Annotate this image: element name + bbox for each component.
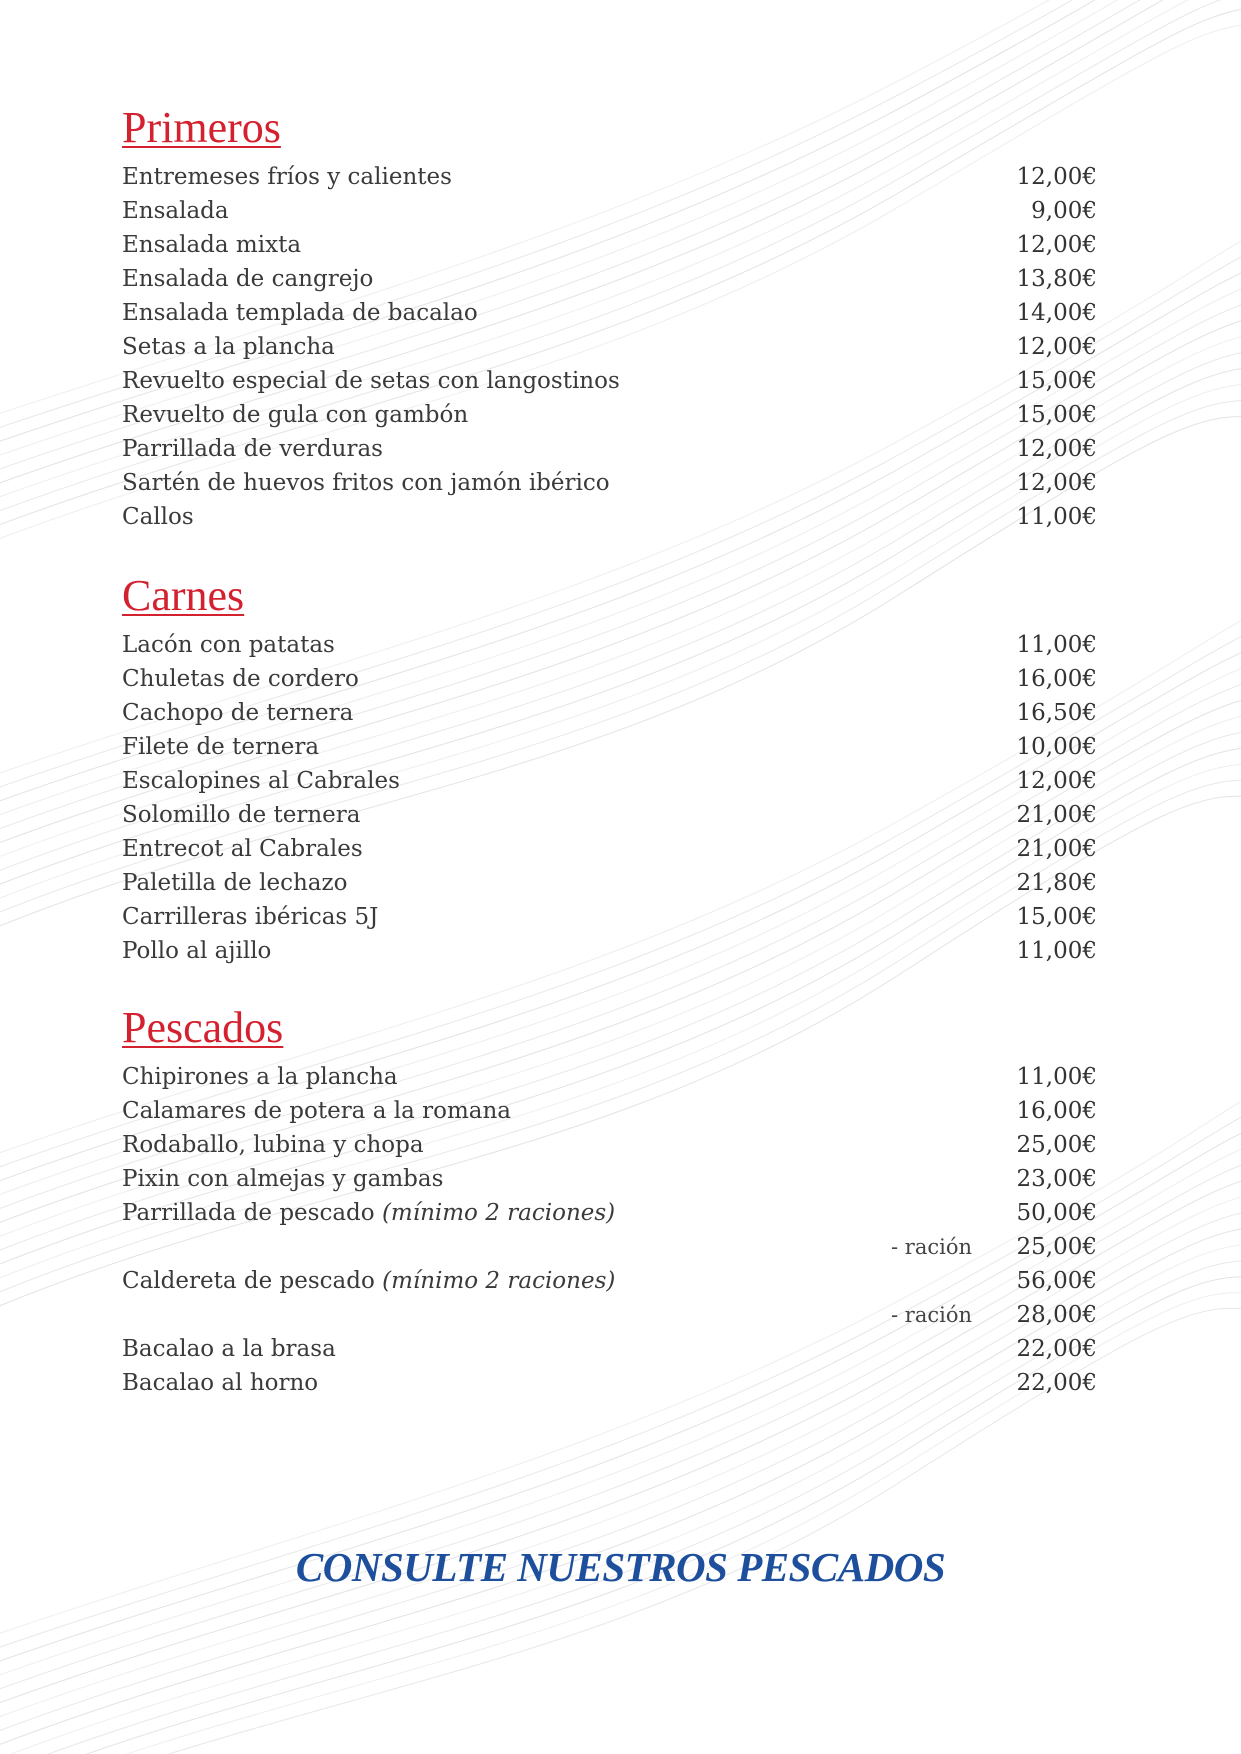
menu-item bbox=[122, 1366, 1097, 1400]
menu-item bbox=[122, 628, 1097, 662]
item-name bbox=[122, 1366, 318, 1400]
item-name-text: Chipirones a la plancha bbox=[122, 1064, 398, 1090]
item-name bbox=[122, 1094, 511, 1128]
item-price: 11,00€ bbox=[1016, 632, 1097, 658]
item-name bbox=[122, 832, 363, 866]
menu-item bbox=[122, 262, 1097, 296]
menu-item bbox=[122, 798, 1097, 832]
item-name bbox=[122, 228, 301, 262]
menu-item bbox=[122, 432, 1097, 466]
item-name bbox=[122, 500, 194, 534]
menu-item bbox=[122, 900, 1097, 934]
menu-item bbox=[122, 500, 1097, 534]
item-name-text: Rodaballo, lubina y chopa bbox=[122, 1132, 424, 1158]
item-price: 21,80€ bbox=[1016, 870, 1097, 896]
menu-item bbox=[122, 662, 1097, 696]
menu-item bbox=[122, 228, 1097, 262]
item-name-text: Revuelto de gula con gambón bbox=[122, 402, 469, 428]
item-name bbox=[122, 628, 335, 662]
item-name bbox=[122, 1162, 443, 1196]
item-name-text: Callos bbox=[122, 504, 194, 530]
item-price: 12,00€ bbox=[1016, 232, 1097, 258]
item-name bbox=[122, 1060, 398, 1094]
menu-item bbox=[122, 1094, 1097, 1128]
item-price: 25,00€ bbox=[1016, 1234, 1097, 1260]
item-name-text: Calamares de potera a la romana bbox=[122, 1098, 512, 1124]
item-name bbox=[122, 398, 468, 432]
item-name bbox=[122, 730, 319, 764]
item-name-text: Lacón con patatas bbox=[122, 632, 335, 658]
item-note: (mínimo 2 raciones) bbox=[381, 1200, 616, 1226]
item-price: 12,00€ bbox=[1016, 164, 1097, 190]
item-price: 11,00€ bbox=[1016, 938, 1097, 964]
menu-item bbox=[122, 1060, 1097, 1094]
menu-item bbox=[122, 832, 1097, 866]
item-name bbox=[122, 900, 378, 934]
item-name-text: Solomillo de ternera bbox=[122, 802, 361, 828]
item-list bbox=[122, 160, 1097, 534]
menu-item bbox=[122, 866, 1097, 900]
menu-item bbox=[122, 1162, 1097, 1196]
item-price: 14,00€ bbox=[1016, 300, 1097, 326]
section-title: Carnes bbox=[122, 571, 245, 620]
item-price: 11,00€ bbox=[1016, 504, 1097, 530]
item-name bbox=[122, 934, 271, 968]
item-price: 11,00€ bbox=[1016, 1064, 1097, 1090]
item-price: 23,00€ bbox=[1016, 1166, 1097, 1192]
item-price: 12,00€ bbox=[1016, 436, 1097, 462]
item-price: 16,00€ bbox=[1016, 1098, 1097, 1124]
item-name-text: Paletilla de lechazo bbox=[122, 870, 348, 896]
item-name bbox=[122, 764, 400, 798]
menu-item bbox=[122, 764, 1097, 798]
item-name-text: Sartén de huevos fritos con jamón ibérico bbox=[122, 470, 610, 496]
item-name bbox=[122, 866, 347, 900]
menu-item bbox=[122, 696, 1097, 730]
menu-item bbox=[122, 160, 1097, 194]
item-note: (mínimo 2 raciones) bbox=[382, 1268, 616, 1294]
item-name-text: Pixin con almejas y gambas bbox=[122, 1166, 444, 1192]
item-price: 15,00€ bbox=[1016, 402, 1097, 428]
section-title: Primeros bbox=[122, 103, 281, 152]
section-carnes bbox=[122, 572, 1097, 968]
menu-item bbox=[122, 730, 1097, 764]
item-price: 15,00€ bbox=[1016, 904, 1097, 930]
menu-item bbox=[122, 1264, 1097, 1298]
portion-label: - ración bbox=[891, 1235, 972, 1259]
item-name bbox=[122, 262, 373, 296]
menu-item bbox=[122, 1196, 1097, 1230]
item-price: 13,80€ bbox=[1016, 266, 1097, 292]
item-name-text: Revuelto especial de setas con langostinos bbox=[122, 368, 620, 394]
item-name bbox=[122, 696, 353, 730]
item-name bbox=[122, 466, 610, 500]
item-name-text: Escalopines al Cabrales bbox=[122, 768, 400, 794]
menu-item bbox=[122, 296, 1097, 330]
item-price: 9,00€ bbox=[1031, 198, 1097, 224]
item-price: 25,00€ bbox=[1016, 1132, 1097, 1158]
item-name bbox=[122, 160, 452, 194]
item-name bbox=[122, 330, 335, 364]
section-primeros bbox=[122, 104, 1097, 534]
footer-banner: CONSULTE NUESTROS PESCADOS bbox=[295, 1544, 946, 1590]
item-name-text: Bacalao a la brasa bbox=[122, 1336, 336, 1362]
menu-item bbox=[122, 364, 1097, 398]
item-name bbox=[122, 1196, 615, 1230]
item-name-text: Chuletas de cordero bbox=[122, 666, 359, 692]
item-price: 56,00€ bbox=[1016, 1268, 1097, 1294]
item-name-text: Carrilleras ibéricas 5J bbox=[122, 904, 379, 930]
item-name-text: Ensalada templada de bacalao bbox=[122, 300, 478, 326]
item-list bbox=[122, 628, 1097, 968]
item-name-text: Parrillada de verduras bbox=[122, 436, 383, 462]
item-name-text: Caldereta de pescado bbox=[122, 1268, 375, 1294]
item-list bbox=[122, 1060, 1097, 1400]
item-name-text: Ensalada mixta bbox=[122, 232, 302, 258]
item-name-text: Bacalao al horno bbox=[122, 1370, 319, 1396]
menu-item bbox=[122, 398, 1097, 432]
item-price: 10,00€ bbox=[1016, 734, 1097, 760]
item-price: 12,00€ bbox=[1016, 334, 1097, 360]
item-name-text: Ensalada bbox=[122, 198, 229, 224]
item-price: 21,00€ bbox=[1016, 802, 1097, 828]
menu-item bbox=[122, 1128, 1097, 1162]
section-title: Pescados bbox=[122, 1003, 284, 1052]
item-name bbox=[122, 432, 383, 466]
item-name bbox=[122, 1264, 615, 1298]
item-name bbox=[122, 798, 360, 832]
item-name bbox=[122, 662, 359, 696]
item-price: 12,00€ bbox=[1016, 768, 1097, 794]
item-price: 16,50€ bbox=[1016, 700, 1097, 726]
menu-item bbox=[122, 194, 1097, 228]
item-name-text: Pollo al ajillo bbox=[122, 938, 272, 964]
item-name bbox=[122, 1128, 424, 1162]
item-price: 22,00€ bbox=[1016, 1336, 1097, 1362]
menu-subrow bbox=[122, 1298, 1097, 1332]
item-name-text: Setas a la plancha bbox=[122, 334, 335, 360]
item-name bbox=[122, 296, 478, 330]
menu-item bbox=[122, 466, 1097, 500]
item-name-text: Cachopo de ternera bbox=[122, 700, 354, 726]
menu-item bbox=[122, 330, 1097, 364]
item-price: 15,00€ bbox=[1016, 368, 1097, 394]
item-name-text: Filete de ternera bbox=[122, 734, 320, 760]
section-pescados bbox=[122, 1004, 1097, 1400]
item-name-text: Ensalada de cangrejo bbox=[122, 266, 374, 292]
item-name-text: Entremeses fríos y calientes bbox=[122, 164, 452, 190]
item-name bbox=[122, 194, 229, 228]
menu-subrow bbox=[122, 1230, 1097, 1264]
item-price: 21,00€ bbox=[1016, 836, 1097, 862]
item-price: 16,00€ bbox=[1016, 666, 1097, 692]
item-name-text: Parrillada de pescado bbox=[122, 1200, 375, 1226]
menu-item bbox=[122, 1332, 1097, 1366]
item-name bbox=[122, 1332, 336, 1366]
item-price: 28,00€ bbox=[1016, 1302, 1097, 1328]
menu-item bbox=[122, 934, 1097, 968]
item-price: 50,00€ bbox=[1016, 1200, 1097, 1226]
item-name bbox=[122, 364, 620, 398]
item-price: 12,00€ bbox=[1016, 470, 1097, 496]
item-price: 22,00€ bbox=[1016, 1370, 1097, 1396]
item-name-text: Entrecot al Cabrales bbox=[122, 836, 363, 862]
portion-label: - ración bbox=[891, 1303, 972, 1327]
